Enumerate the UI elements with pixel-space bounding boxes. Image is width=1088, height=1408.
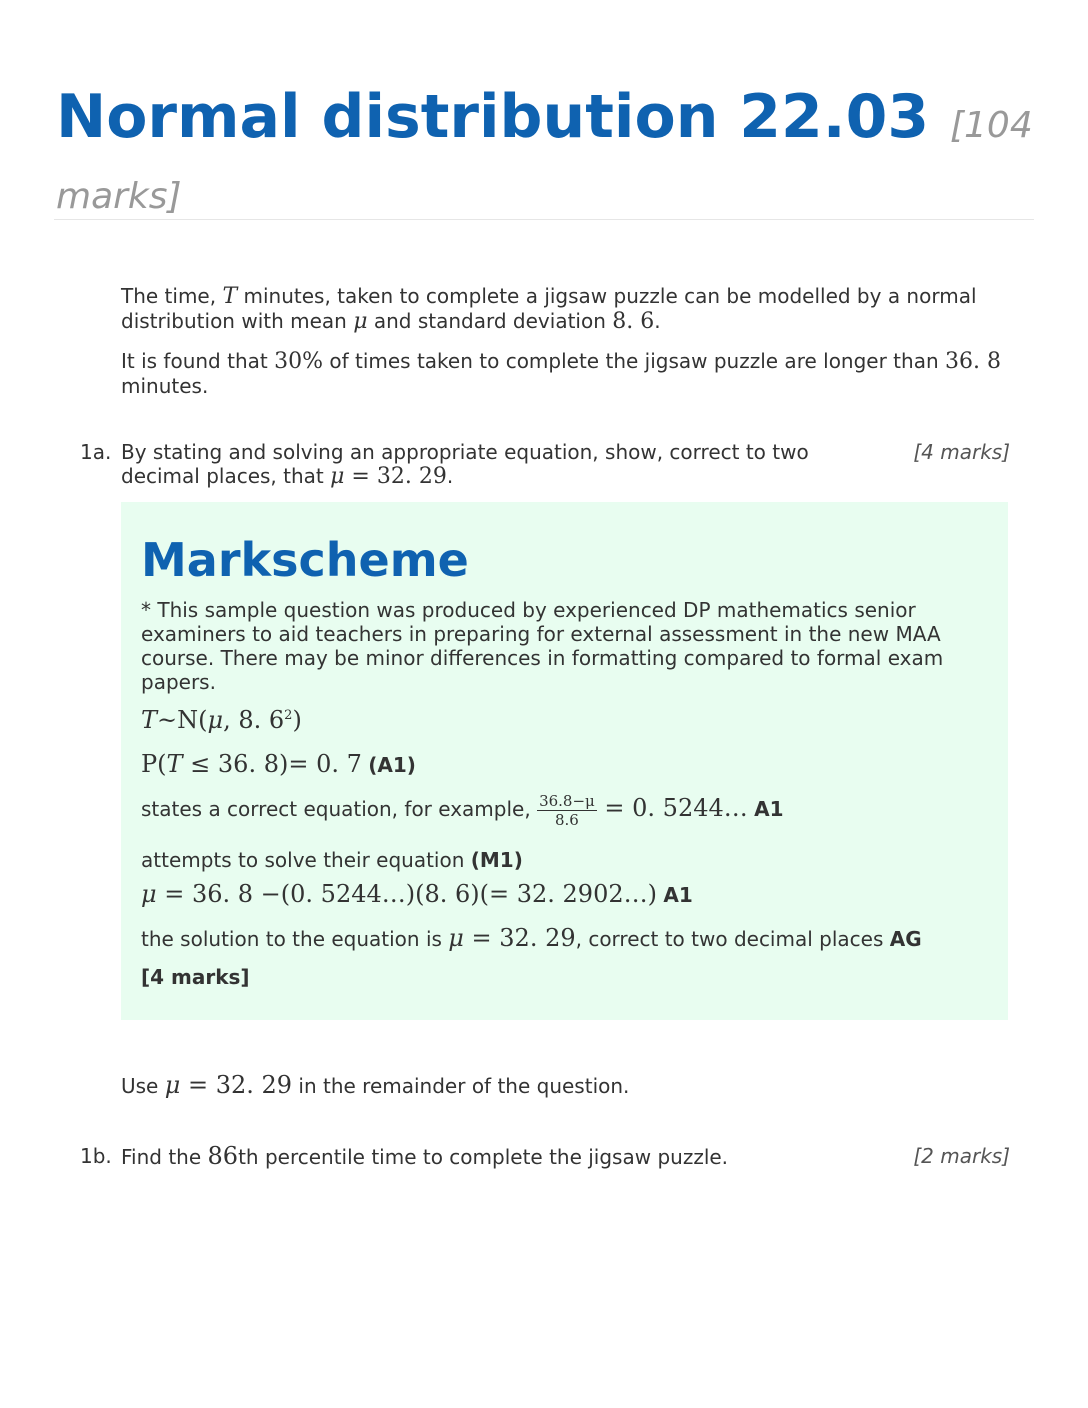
markscheme-box [121, 502, 1008, 1020]
title-text: Normal distribution 22.03 [56, 82, 930, 152]
markscheme-line-distribution: T~N(μ, 8. $6^2$) [141, 706, 302, 734]
question-1b-text: Find the 86th percentile time to complete the jigsaw puzzle. [121, 1142, 729, 1170]
question-number-1b: 1b. [80, 1144, 112, 1168]
markscheme-line-attempt: attempts to solve their equation (M1) [141, 848, 523, 872]
markscheme-note: * This sample question was produced by experienced DP mathematics senior examiners to aid teachers in preparing for external assessment in the new MAA course. There may be minor differences in formatting compared to formal exam papers. [141, 598, 944, 694]
page-title [56, 82, 1036, 228]
markscheme-line-probability: P(T ≤ 36. 8)= 0. 7 (A1) [141, 750, 416, 778]
question-1b-marks: [2 marks] [913, 1144, 1010, 1168]
question-1a-text: By stating and solving an appropriate equation, show, correct to two decimal places, that μ = 32. 29. [121, 440, 809, 489]
title-divider [54, 219, 1034, 220]
intro-paragraph-2: It is found that 30% of times taken to complete the jigsaw puzzle are longer than 36. 8 minutes. [121, 349, 1001, 398]
markscheme-line-conclusion: the solution to the equation is μ = 32. 29, correct to two decimal places AG [141, 924, 922, 952]
fraction: $\frac{36.8-\mu}{8.6}$ [539, 792, 595, 829]
markscheme-line-solution: μ = 36. 8 −(0. 5244…)(8. 6)(= 32. 2902…) A1 [141, 880, 693, 908]
markscheme-title: Markscheme [141, 533, 469, 587]
intro-paragraph-1: The time, T minutes, taken to complete a jigsaw puzzle can be modelled by a normal distribution with mean μ and standard deviation 8. 6. [121, 284, 977, 334]
total-marks: [104 marks] [56, 105, 1033, 217]
markscheme-line-equation: states a correct equation, for example, $\frac{36.8-\mu}{8.6}$ = 0. 5244… A1 [141, 792, 784, 829]
markscheme-total: [4 marks] [141, 965, 250, 989]
question-1a-marks: [4 marks] [913, 440, 1010, 464]
question-number-1a: 1a. [80, 440, 112, 464]
use-mu-instruction: Use μ = 32. 29 in the remainder of the question. [121, 1071, 630, 1099]
